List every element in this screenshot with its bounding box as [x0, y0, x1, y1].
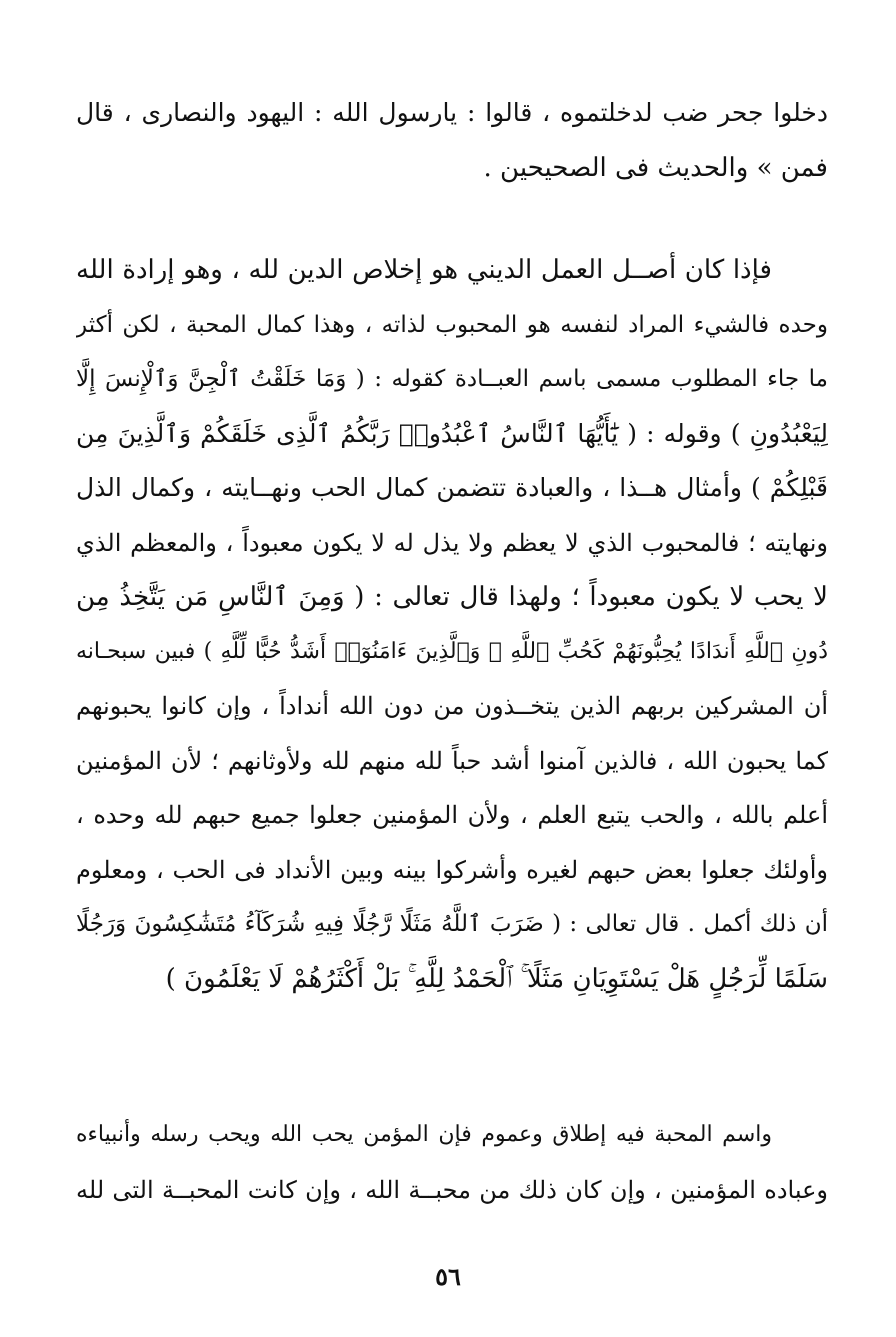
- text-line: لا يحب لا يكون معبوداً ؛ ولهذا قال تعالى : ( وَمِنَ ٱلنَّاسِ مَن يَتَّخِذُ مِن: [76, 582, 828, 612]
- text-line: فمن » والحديث فى الصحيحين .: [483, 152, 828, 183]
- text-line: دُونِ ٱللَّهِ أَندَادًا يُحِبُّونَهُمْ كَحُبِّ ٱللَّهِ ۖ وَٱلَّذِينَ ءَامَنُوٓا۟ أَشَدُّ حُبًّا لِّلَّهِ ) فبين سبحـانه: [76, 638, 828, 664]
- text-line: واسم المحبة فيه إطلاق وعموم فإن المؤمن يحب الله ويحب رسله وأنبياءه: [76, 1122, 772, 1147]
- text-line: أن المشركين بربهم الذين يتخــذون من دون الله أنداداً ، وإن كانوا يحبونهم: [76, 692, 828, 720]
- text-line: وحده فالشيء المراد لنفسه هو المحبوب لذاته ، وهذا كمال المحبة ، لكن أكثر: [76, 311, 828, 338]
- text-line: أن ذلك أكمل . قال تعالى : ( ضَرَبَ ٱللَّهُ مَثَلًا رَّجُلًا فِيهِ شُرَكَآءُ مُتَشَٰكِسُونَ وَرَجُلًا: [76, 911, 828, 937]
- text-line: كما يحبون الله ، فالذين آمنوا أشد حباً لله منهم لله ولأوثانهم ؛ لأن المؤمنين: [76, 746, 828, 775]
- text-line: ما جاء المطلوب مسمى باسم العبــادة كقوله : ( وَمَا خَلَقْتُ ٱلْجِنَّ وَٱلْإِنسَ إِلَّا: [76, 366, 828, 392]
- text-line: أعلم بالله ، والحب يتبع العلم ، ولأن المؤمنين جعلوا جميع حبهم لله وحده ،: [76, 801, 828, 829]
- text-line: ونهايته ؛ فالمحبوب الذي لا يعظم ولا يذل له لا يكون معبوداً ، والمعظم الذي: [76, 528, 828, 557]
- text-line: قَبْلِكُمْ ) وأمثال هــذا ، والعبادة تتضمن كمال الحب ونهــايته ، وكمال الذل: [76, 473, 828, 502]
- text-line: فإذا كان أصــل العمل الديني هو إخلاص الدين لله ، وهو إرادة الله: [76, 255, 772, 285]
- paragraph-worship-love: [76, 243, 828, 1006]
- text-line: وعباده المؤمنين ، وإن كان ذلك من محبــة الله ، وإن كانت المحبــة التى لله: [76, 1175, 828, 1204]
- paragraph-hadith-end: [76, 86, 828, 195]
- text-line: دخلوا جحر ضب لدخلتموه ، قالوا : يارسول الله : اليهود والنصارى ، قال: [76, 98, 828, 127]
- page-number: ٥٦: [435, 1262, 461, 1291]
- paragraph-name-of-love: [76, 1108, 828, 1217]
- text-line: سَلَمًا لِّرَجُلٍ هَلْ يَسْتَوِيَانِ مَثَلًا ۚ ٱلْحَمْدُ لِلَّهِ ۚ بَلْ أَكْثَرُهُمْ لَا يَعْلَمُونَ ): [165, 963, 828, 994]
- text-line: وأولئك جعلوا بعض حبهم لغيره وأشركوا بينه وبين الأنداد فى الحب ، ومعلوم: [76, 855, 828, 884]
- text-line: لِيَعْبُدُونِ ) وقوله : ( يَٰٓأَيُّهَا ٱلنَّاسُ ٱعْبُدُوا۟ رَبَّكُمُ ٱلَّذِى خَلَقَكُمْ وَٱلَّذِينَ مِن: [76, 418, 828, 448]
